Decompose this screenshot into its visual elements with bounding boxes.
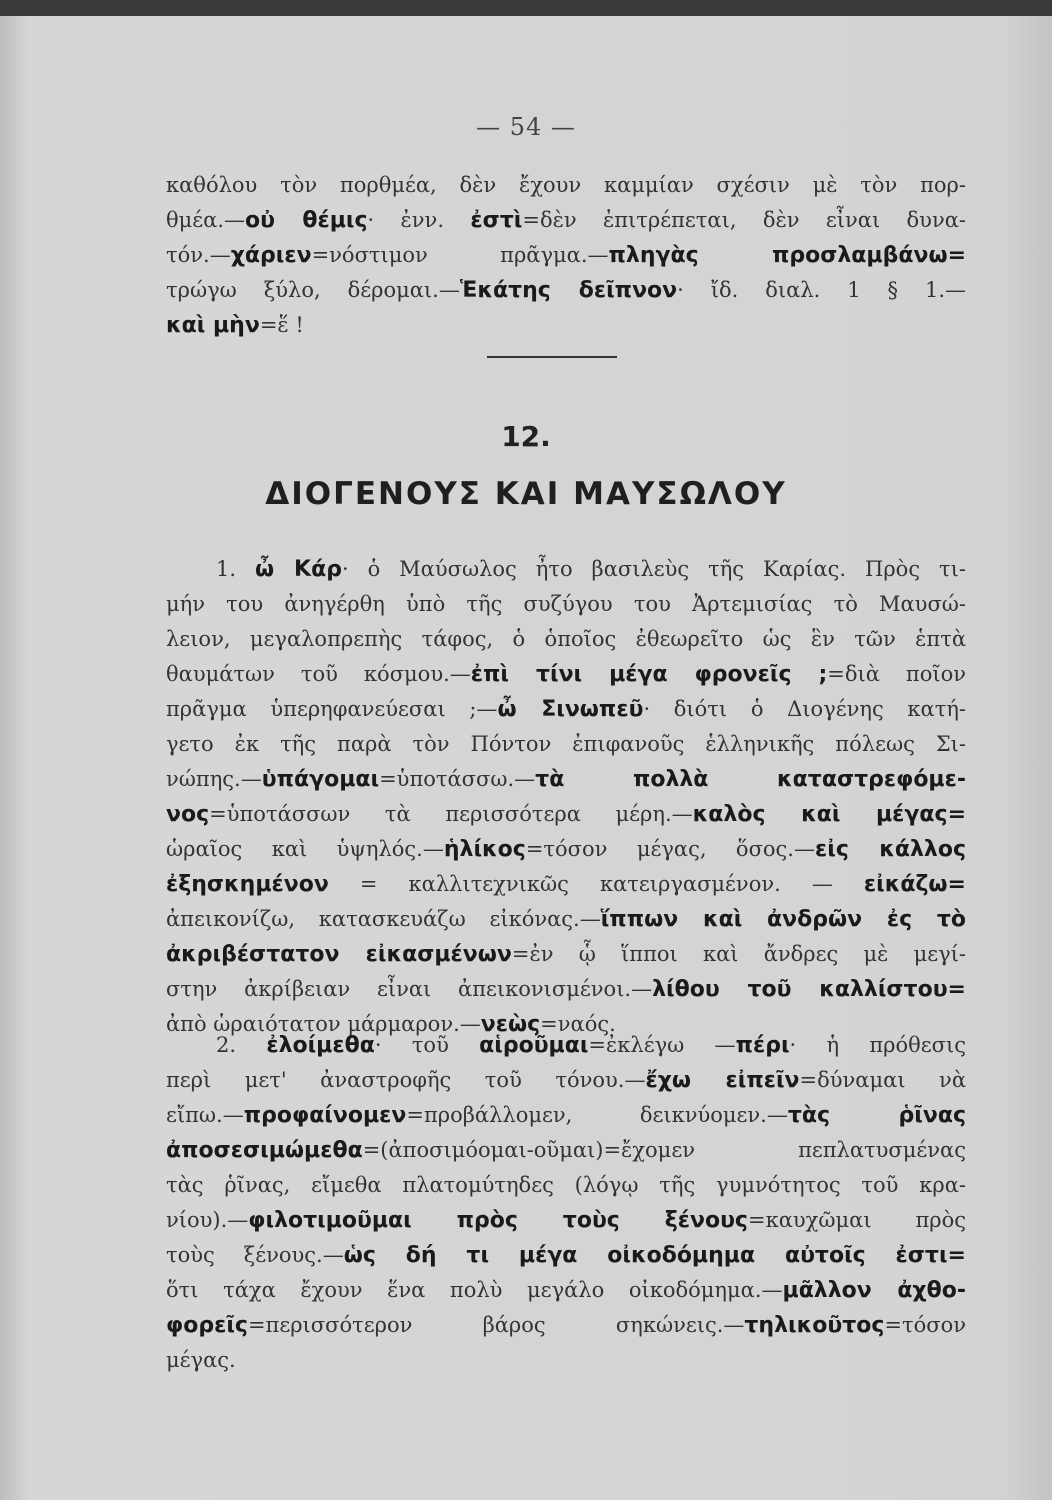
gloss: περὶ μετ' ἀναστροφῆς τοῦ τόνου.— <box>166 1068 646 1092</box>
lemma: λίθου τοῦ καλλίστου= <box>652 977 966 1002</box>
text-line <box>166 657 966 692</box>
gloss: λειον, μεγαλοπρεπὴς τάφος, ὁ ὁποῖος ἐθεωρεῖτο ὡς ἓν τῶν ἑπτὰ <box>166 627 966 651</box>
gloss: μέγας. <box>166 1348 236 1372</box>
lemma: τηλικοῦτος <box>744 1313 885 1338</box>
gloss: =δὲν ἐπιτρέπεται, δὲν εἶναι δυνα- <box>522 208 966 232</box>
lemma: ἐξησκημένον <box>166 872 329 897</box>
gloss: τόν.— <box>166 243 231 267</box>
gloss: τοὺς ξένους.— <box>166 1243 344 1267</box>
text-line <box>166 273 966 308</box>
gloss: τὰς ῥῖνας, εἴμεθα πλατομύτηδες (λόγῳ τῆς γυμνότητος τοῦ κρα- <box>166 1173 966 1197</box>
text-line <box>166 1028 966 1063</box>
gloss: =νόστιμον πρᾶγμα.— <box>311 243 609 267</box>
lemma: καὶ μὴν <box>166 313 260 338</box>
section-number: 12. <box>501 420 551 453</box>
lemma: ἀκριβέστατον εἰκασμένων <box>166 942 512 967</box>
gloss: πρᾶγμα ὑπερηφανεύεσαι ;— <box>166 697 498 721</box>
gloss: στην ἀκρίβειαν εἶναι ἀπεικονισμένοι.— <box>166 977 653 1001</box>
paragraph-1 <box>166 552 966 1042</box>
text-line <box>166 587 966 622</box>
gloss: =καυχῶμαι πρὸς <box>747 1208 966 1232</box>
gloss: · ἴδ. διαλ. 1 § 1.— <box>677 278 966 302</box>
text-line <box>166 902 966 937</box>
gloss: θμέα.— <box>166 208 246 232</box>
lemma: εἰκάζω= <box>863 872 966 897</box>
text-line <box>166 168 966 203</box>
gloss: μήν του ἀνηγέρθη ὑπὸ τῆς συζύγου του Ἀρτεμισίας τὸ Μαυσώ- <box>166 592 966 616</box>
lemma: φορεῖς <box>166 1313 248 1338</box>
gloss: τρώγω ξύλο, δέρομαι.— <box>166 278 460 302</box>
gloss: 2. <box>216 1033 267 1057</box>
lemma: καλὸς καὶ μέγας= <box>692 802 967 827</box>
text-line <box>166 1098 966 1133</box>
lemma: ἀποσεσιμώμεθα <box>166 1138 363 1163</box>
lemma: ἵππων καὶ ἀνδρῶν ἐς τὸ <box>600 907 967 932</box>
lemma: μᾶλλον ἀχθο- <box>782 1278 966 1303</box>
gloss: =ἕ ! <box>259 313 304 337</box>
text-line <box>166 1273 966 1308</box>
lemma: προφαίνομεν <box>243 1103 407 1128</box>
lemma: ἐπὶ τίνι μέγα φρονεῖς ; <box>470 662 828 687</box>
text-line <box>166 1203 966 1238</box>
section-title: ΔΙΟΓΕΝΟΥΣ ΚΑΙ ΜΑΥΣΩΛΟΥ <box>265 476 787 512</box>
gloss: · ἐνν. <box>367 208 471 232</box>
text-line <box>166 972 966 1007</box>
lemma: ἔχω εἰπεῖν <box>645 1068 800 1093</box>
text-line <box>166 727 966 762</box>
lemma: πληγὰς προσλαμβάνω= <box>608 243 966 268</box>
lemma: χάριεν <box>230 243 312 268</box>
text-line <box>166 867 966 902</box>
text-line <box>166 797 966 832</box>
gloss: =προβάλλομεν, δεικνύομεν.— <box>406 1103 788 1127</box>
lemma: ἐστὶ <box>470 208 523 233</box>
lemma: πέρι <box>735 1033 790 1058</box>
text-line <box>166 308 966 343</box>
gloss: 1. <box>216 557 255 581</box>
lemma: αἱροῦμαι <box>479 1033 589 1058</box>
lemma: ὦ Σινωπεῦ <box>497 697 644 722</box>
lemma: τὰ πολλὰ καταστρεφόμε- <box>535 767 966 792</box>
text-line <box>166 203 966 238</box>
paragraph-2 <box>166 1028 966 1378</box>
lemma: φιλοτιμοῦμαι πρὸς τοὺς ξένους <box>248 1208 748 1233</box>
gloss: =ἐκλέγω — <box>588 1033 736 1057</box>
gloss: ὅτι τάχα ἔχουν ἕνα πολὺ μεγάλο οἰκοδόμημα.— <box>166 1278 783 1302</box>
gloss: · τοῦ <box>374 1033 480 1057</box>
scan-top-border <box>0 0 1052 16</box>
lemma: Ἑκάτης δεῖπνον <box>459 278 678 303</box>
notes-top <box>166 168 966 343</box>
text-line <box>166 692 966 727</box>
gloss: =ἐν ᾧ ἵπποι καὶ ἄνδρες μὲ μεγί- <box>511 942 966 966</box>
lemma: ὡς δή τι μέγα οἰκοδόμημα αὐτοῖς ἐστι= <box>343 1243 966 1268</box>
gloss: γετο ἐκ τῆς παρὰ τὸν Πόντον ἐπιφανοῦς ἑλληνικῆς πόλεως Σι- <box>166 732 966 756</box>
gloss: θαυμάτων τοῦ κόσμου.— <box>166 662 471 686</box>
text-line <box>166 1063 966 1098</box>
gloss: ἀπὸ ὡραιότατον μάρμαρον.— <box>166 1012 481 1036</box>
lemma: τὰς ῥῖνας <box>787 1103 966 1128</box>
gloss: = καλλιτεχνικῶς κατειργασμένον. — <box>328 872 864 896</box>
text-line <box>166 937 966 972</box>
section-divider <box>487 356 617 358</box>
gloss: =διὰ ποῖον <box>827 662 967 686</box>
text-line <box>166 238 966 273</box>
text-line <box>166 1168 966 1203</box>
lemma: οὐ θέμις <box>245 208 368 233</box>
lemma: ἡλίκος <box>443 837 526 862</box>
gloss: · ὁ Μαύσωλος ἦτο βασιλεὺς τῆς Καρίας. Πρὸς τι- <box>341 557 966 581</box>
text-line <box>166 1238 966 1273</box>
gloss: =ὑποτάσσων τὰ περισσότερα μέρη.— <box>209 802 693 826</box>
lemma: ὑπάγομαι <box>261 767 380 792</box>
gloss: ὡραῖος καὶ ὑψηλός.— <box>166 837 444 861</box>
text-line <box>166 832 966 867</box>
gloss: καθόλου τὸν πορθμέα, δὲν ἔχουν καμμίαν σχέσιν μὲ τὸν πορ- <box>166 173 966 197</box>
text-line <box>166 762 966 797</box>
gloss: νίου).— <box>166 1208 249 1232</box>
text-line <box>166 622 966 657</box>
gloss: =δύναμαι νὰ <box>799 1068 966 1092</box>
gloss: =ὑποτάσσω.— <box>379 767 536 791</box>
lemma: νεὼς <box>480 1012 541 1037</box>
lemma: ὦ Κάρ <box>255 557 342 582</box>
gloss: =τόσον <box>884 1313 966 1337</box>
gloss: ἀπεικονίζω, κατασκευάζω εἰκόνας.— <box>166 907 601 931</box>
gloss: εἴπω.— <box>166 1103 244 1127</box>
lemma: ἐλοίμεθα <box>266 1033 375 1058</box>
gloss: · διότι ὁ Διογένης κατή- <box>643 697 967 721</box>
text-line <box>166 1343 966 1378</box>
gloss: νώπης.— <box>166 767 262 791</box>
text-line <box>166 1133 966 1168</box>
text-line <box>166 1308 966 1343</box>
gloss: =περισσότερον βάρος σηκώνεις.— <box>247 1313 745 1337</box>
page-number: — 54 — <box>476 113 576 141</box>
lemma: εἰς κάλλος <box>815 837 966 862</box>
gloss: =ναός. <box>540 1012 616 1036</box>
gloss: =(ἀποσιμόομαι-οῦμαι)=ἔχομεν πεπλατυσμένας <box>362 1138 966 1162</box>
gloss: =τόσον μέγας, ὅσος.— <box>525 837 815 861</box>
text-line <box>166 552 966 587</box>
lemma: νος <box>166 802 210 827</box>
gloss: · ἡ πρόθεσις <box>789 1033 966 1057</box>
